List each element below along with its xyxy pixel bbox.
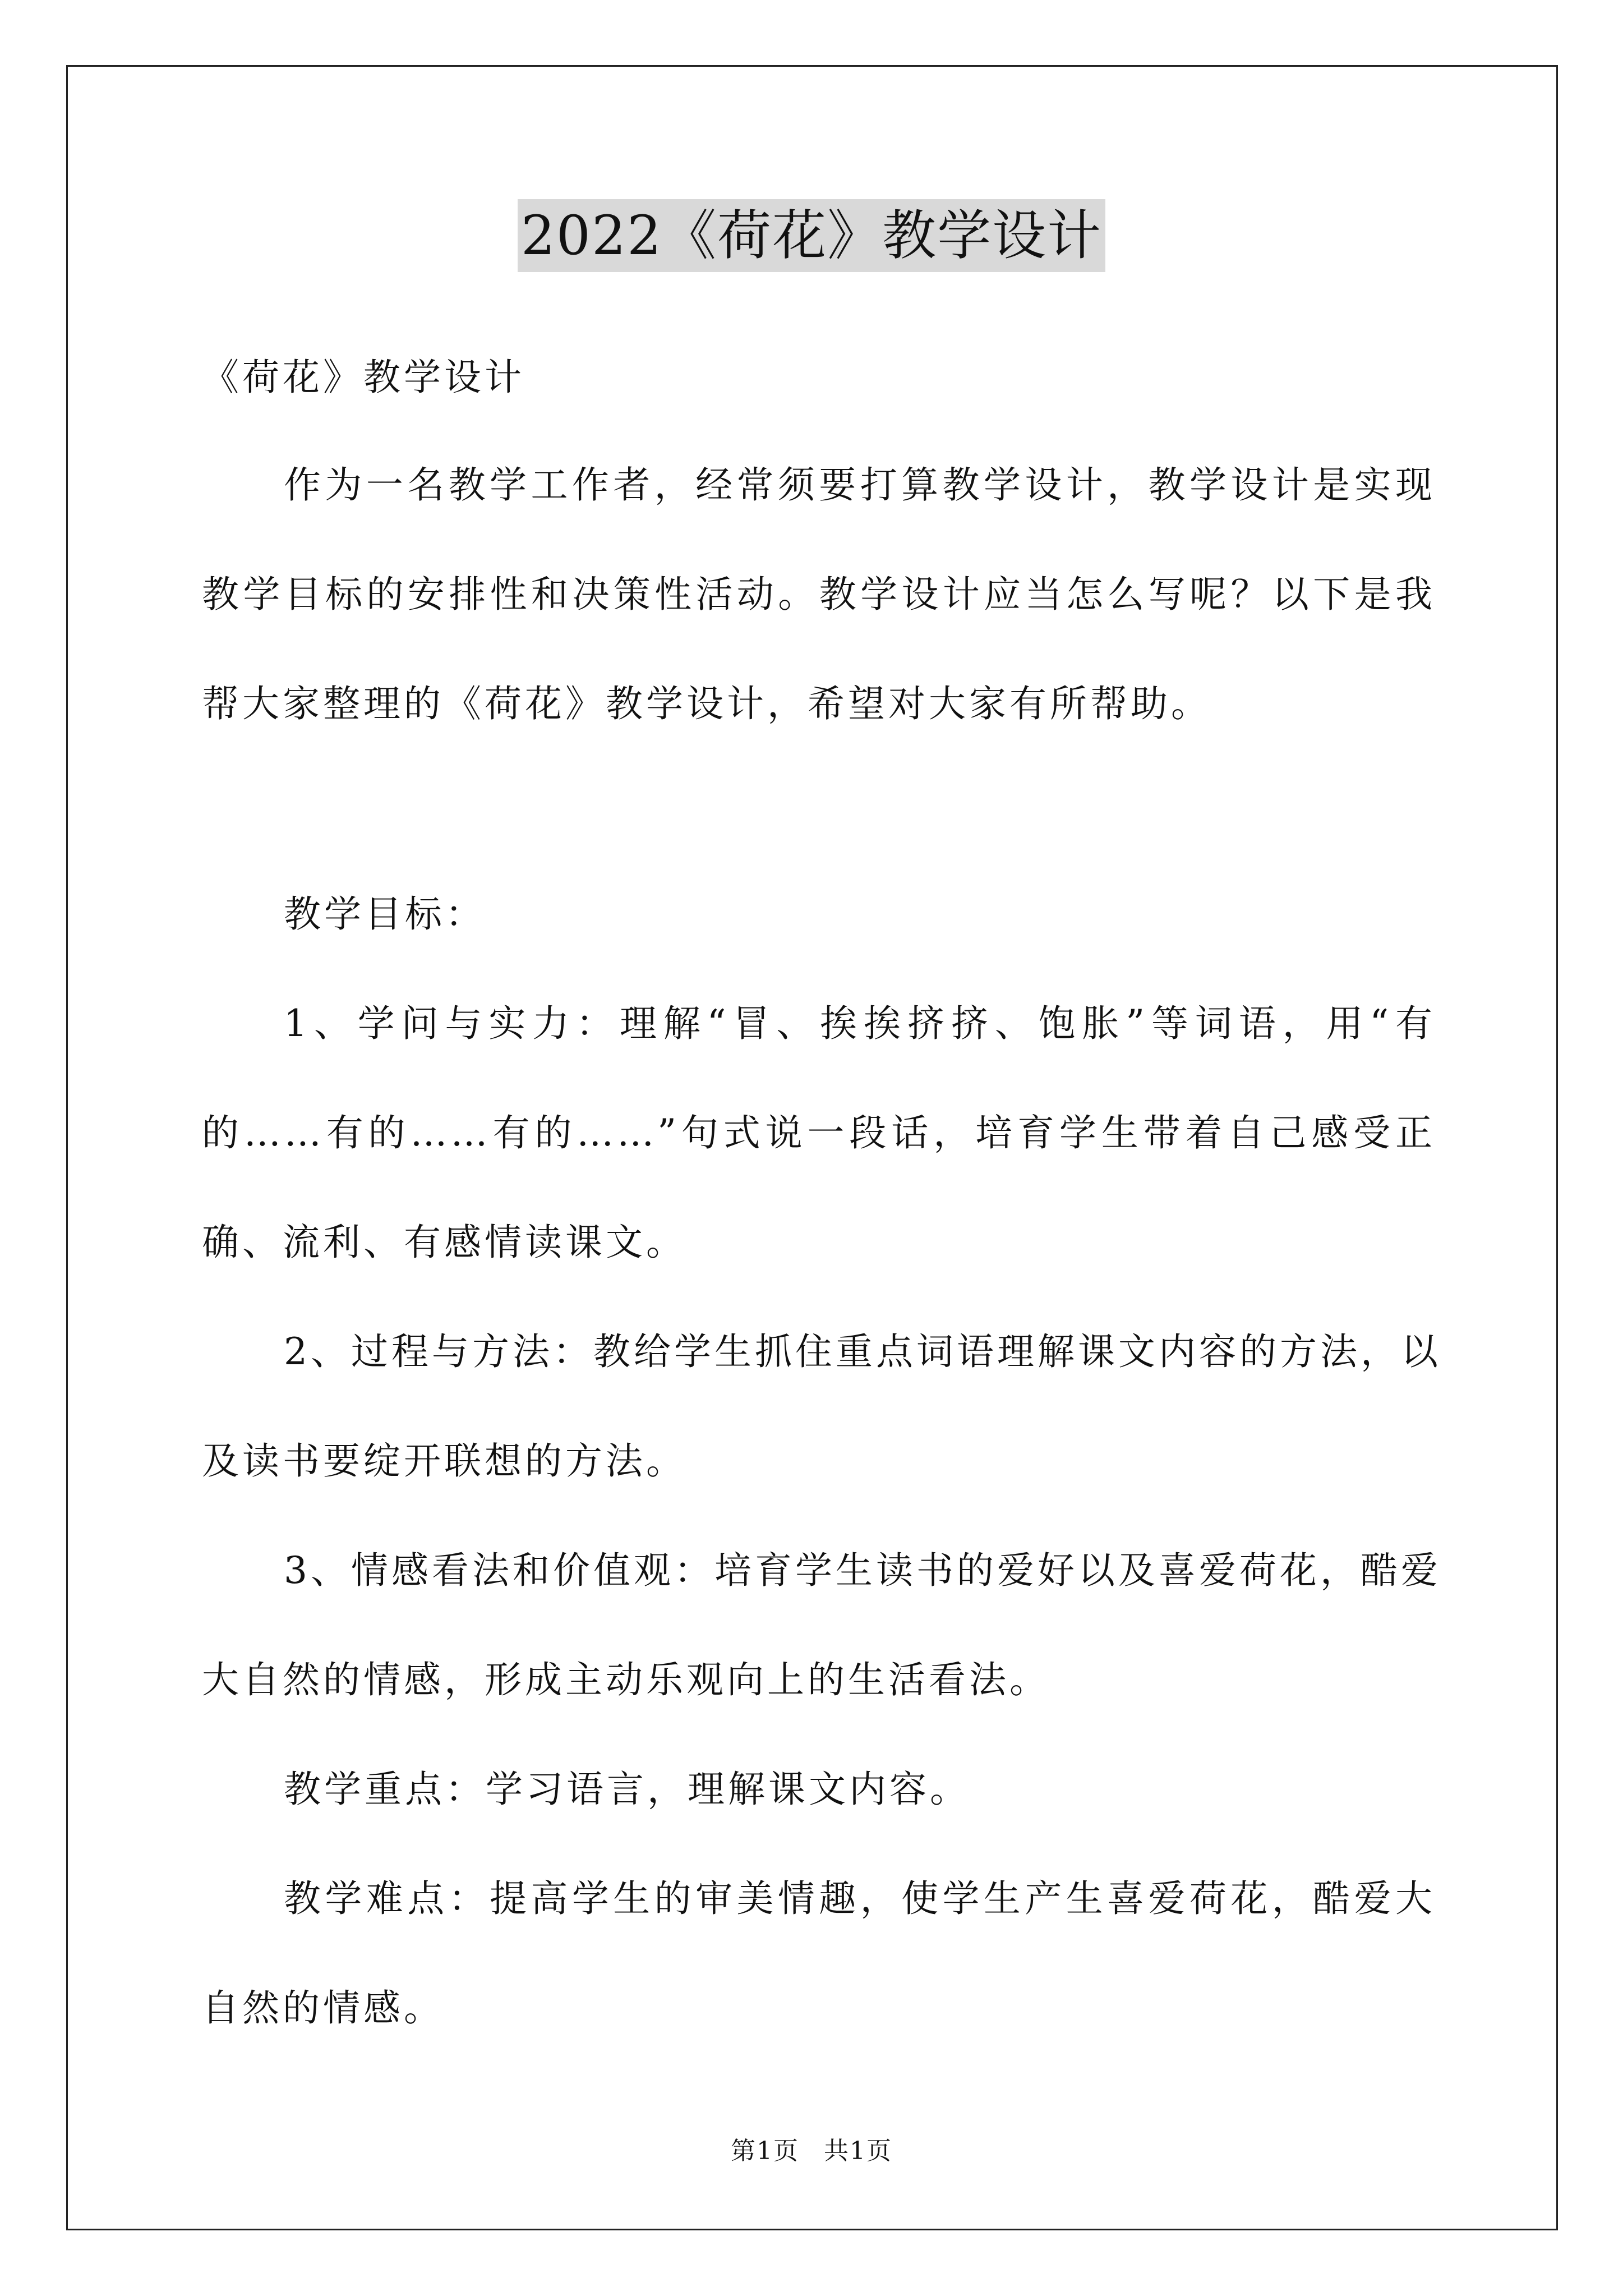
title-container <box>0 199 1623 272</box>
paragraph-line: 的……有的……有的……”句式说一段话，培育学生带着自己感受正 <box>202 1111 1436 1154</box>
paragraph-line: 大自然的情感，形成主动乐观向上的生活看法。 <box>202 1658 1050 1701</box>
paragraph-line: 及读书要绽开联想的方法。 <box>202 1439 686 1483</box>
paragraph-line: 3、情感看法和价值观：培育学生读书的爱好以及喜爱荷花，酷爱 <box>284 1549 1441 1592</box>
document-title: 2022《荷花》教学设计 <box>518 199 1105 272</box>
paragraph-line: 1、学问与实力：理解“冒、挨挨挤挤、饱胀”等词语，用“有 <box>284 1002 1436 1045</box>
paragraph-line: 确、流利、有感情读课文。 <box>202 1221 686 1264</box>
section-heading: 教学目标： <box>284 892 486 936</box>
document-subtitle: 《荷花》教学设计 <box>202 356 525 399</box>
paragraph-line: 作为一名教学工作者，经常须要打算教学设计，教学设计是实现 <box>284 463 1436 507</box>
paragraph-line: 自然的情感。 <box>202 1986 444 2030</box>
paragraph-line: 2、过程与方法：教给学生抓住重点词语理解课文内容的方法，以 <box>284 1330 1441 1373</box>
page-number-current: 第1页 <box>731 2137 799 2165</box>
paragraph-line: 教学重点：学习语言，理解课文内容。 <box>284 1768 970 1811</box>
paragraph-line: 教学难点：提高学生的审美情趣，使学生产生喜爱荷花，酷爱大 <box>284 1877 1436 1920</box>
page-number-total: 共1页 <box>824 2137 892 2165</box>
paragraph-line: 教学目标的安排性和决策性活动。教学设计应当怎么写呢？以下是我 <box>202 573 1436 616</box>
page-footer <box>0 2134 1623 2168</box>
paragraph-line: 帮大家整理的《荷花》教学设计，希望对大家有所帮助。 <box>202 682 1211 725</box>
